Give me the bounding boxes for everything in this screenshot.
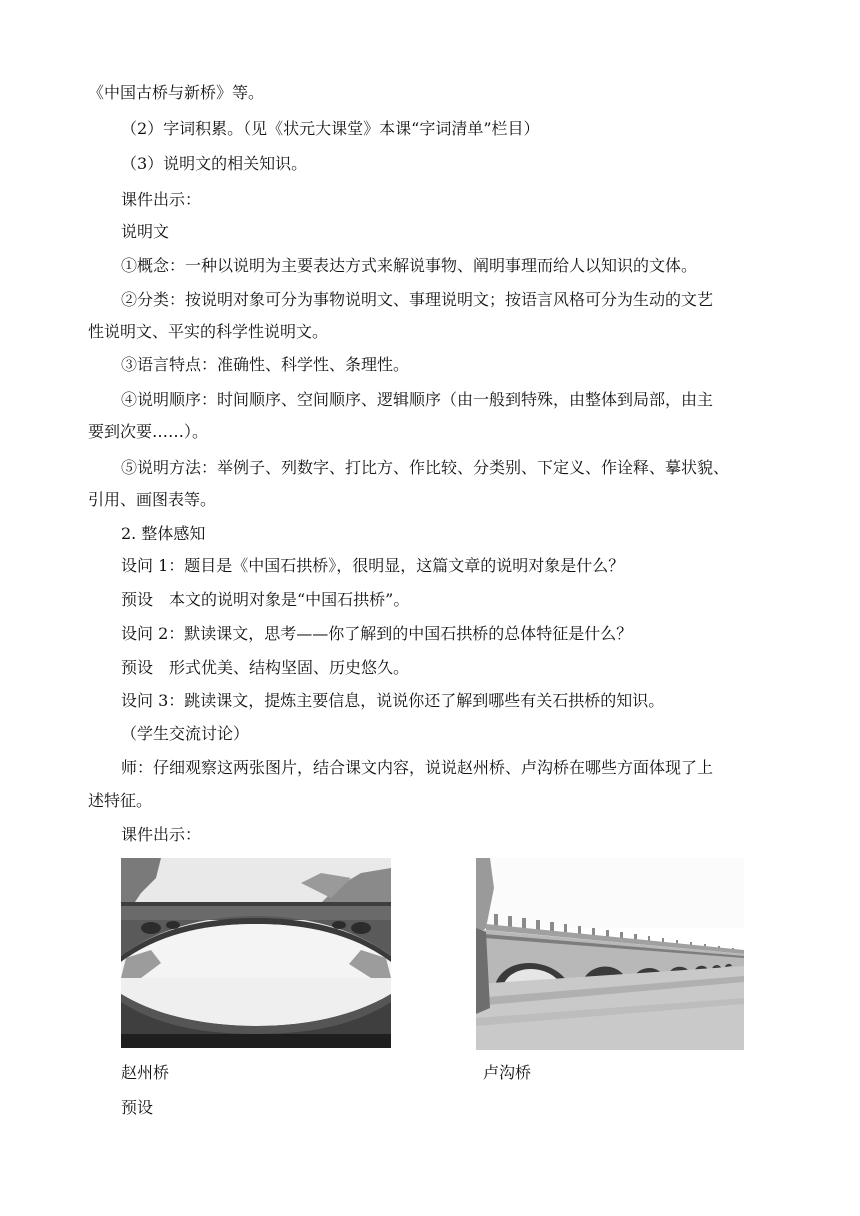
text-line: ①概念：一种以说明为主要表达方式来解说事物、阐明事理而给人以知识的文体。 [121,256,698,275]
lugou-bridge-photo [476,858,744,1050]
text-line: 预设 形式优美、结构坚固、历史悠久。 [121,658,410,677]
text-line: ④说明顺序：时间顺序、空间顺序、逻辑顺序（由一般到特殊，由整体到局部，由主 [121,390,714,409]
text-line: 述特征。 [88,791,153,810]
text-line: 要到次要……）。 [88,422,209,441]
text-line: 课件出示： [121,190,202,209]
text-line: 引用、画图表等。 [88,490,217,509]
text-line: ⑤说明方法：举例子、列数字、打比方、作比较、分类别、下定义、作诠释、摹状貌、 [121,458,730,477]
zhaozhou-bridge-photo [121,858,391,1048]
text-line: 设问 3：跳读课文，提炼主要信息，说说你还了解到哪些有关石拱桥的知识。 [121,691,665,710]
text-line: （3）说明文的相关知识。 [121,154,308,173]
text-line: 设问 1：题目是《中国石拱桥》，很明显，这篇文章的说明对象是什么？ [121,556,625,575]
text-line: （学生交流讨论） [121,724,250,743]
zhaozhou-bridge-caption: 赵州桥 [121,1063,170,1082]
text-line: ②分类：按说明对象可分为事物说明文、事理说明文；按语言风格可分为生动的文艺 [121,290,714,309]
section-heading: 说明文 [121,222,170,241]
text-line: 设问 2：默读课文，思考——你了解到的中国石拱桥的总体特征是什么？ [121,624,633,643]
lugou-bridge-caption: 卢沟桥 [483,1063,532,1082]
text-line: （2）字词积累。（见《状元大课堂》本课“字词清单”栏目） [121,119,540,138]
text-line: 预设 本文的说明对象是“中国石拱桥”。 [121,590,410,609]
text-line: ③语言特点：准确性、科学性、条理性。 [121,355,410,374]
text-line: 课件出示： [121,825,202,844]
text-line: 预设 [121,1098,154,1117]
text-line: 性说明文、平实的科学性说明文。 [88,322,329,341]
text-line: 《中国古桥与新桥》等。 [88,83,265,102]
section-heading: 2. 整体感知 [121,524,206,543]
text-line: 师：仔细观察这两张图片，结合课文内容，说说赵州桥、卢沟桥在哪些方面体现了上 [121,758,714,777]
